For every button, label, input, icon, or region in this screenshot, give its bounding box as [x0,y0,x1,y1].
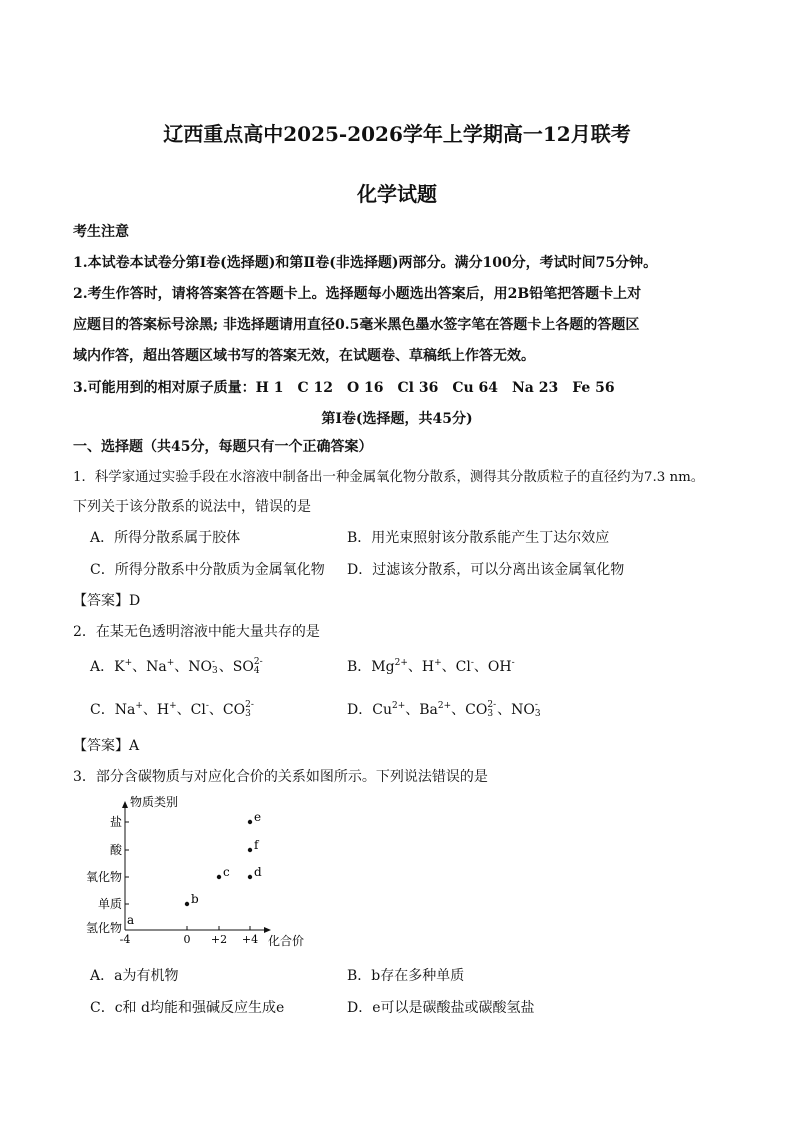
point-label-d: d [254,865,262,879]
point-c [217,875,221,879]
q1-option-d: D．过滤该分散系，可以分离出该金属氧化物 [347,562,625,578]
q3-stem: 3．部分含碳物质与对应化合价的关系如图所示。下列说法错误的是 [73,769,488,785]
x-tick-label: 0 [183,933,191,946]
q2-option-b: B．$Mg^{2+}$、H+、Cl-、OH- [347,658,515,675]
point-label-b: b [191,892,199,906]
q1-option-c: C．所得分散系中分散质为金属氧化物 [90,562,325,578]
point-label-c: c [223,865,230,879]
q1-stem-line2: 下列关于该分散系的说法中，错误的是 [73,499,311,515]
x-axis-title: 化合价 [268,934,305,948]
point-f [248,848,252,852]
y-tick-label: 酸 [109,843,122,857]
part-title: 第Ⅰ卷(选择题，共45分) [321,411,473,427]
x-tick-label: -4 [119,933,131,946]
q1-stem-line1: 1．科学家通过实验手段在水溶液中制备出一种金属氧化物分散系，测得其分散质粒子的直径约为7.3 nm。 [73,470,705,485]
x-tick-label: +4 [241,933,259,946]
y-tick-label: 单质 [97,897,122,911]
notice-item-3: 3.可能用到的相对原子质量：H 1 C 12 O 16 Cl 36 Cu 64 Na 23 Fe 56 [73,380,615,396]
q3-option-c: C．c和 d均能和强碱反应生成e [90,1000,285,1016]
valence-class-chart [70,792,330,954]
point-d [248,875,252,879]
point-label-a: a [127,913,135,927]
y-tick-label: 氢化物 [85,921,122,935]
q1-answer: 【答案】D [73,593,141,609]
q2-option-c: C．Na+、H+、Cl-、CO 2- 3 [90,700,254,719]
point-e [248,820,252,824]
y-axis-title: 物质类别 [130,795,179,809]
notice-item-2-line2: 应题目的答案标号涂黑; 非选择题请用直径0.5毫米黑色墨水签字笔在答题卡上各题的答题区 [73,317,640,333]
notice-heading: 考生注意 [73,224,129,240]
q3-option-d: D．e可以是碳酸盐或碳酸氢盐 [347,1000,535,1016]
x-tick-label: +2 [210,933,228,946]
point-b [185,902,189,906]
y-tick-label: 盐 [109,815,122,829]
q2-stem: 2．在某无色透明溶液中能大量共存的是 [73,624,320,640]
q1-option-a: A．所得分散系属于胶体 [90,530,241,546]
notice-item-2-line3: 域内作答，超出答题区域书写的答案无效，在试题卷、草稿纸上作答无效。 [73,348,535,364]
q2-option-d: D．$Cu^{2+}$、$Ba^{2+}$、CO 2- 3 、NO - 3 [347,700,541,719]
exam-subtitle: 化学试题 [357,182,437,206]
point-label-f: f [254,838,259,852]
q2-option-a: A．K+、Na+、NO - 3 、SO 2- 4 [90,657,263,676]
notice-item-2-line1: 2.考生作答时，请将答案答在答题卡上。选择题每小题选出答案后，用2B铅笔把答题卡上对 [73,286,642,302]
y-tick-label: 氧化物 [85,870,122,884]
point-label-e: e [254,810,262,824]
exam-title: 辽西重点高中2025-2026学年上学期高一12月联考 [163,122,631,146]
q3-option-a: A．a为有机物 [90,968,179,984]
q2-answer: 【答案】A [73,738,140,754]
q3-option-b: B．b存在多种单质 [347,968,465,984]
section-heading: 一、选择题（共45分，每题只有一个正确答案） [73,439,373,455]
notice-item-1: 1.本试卷本试卷分第Ⅰ卷(选择题)和第Ⅱ卷(非选择题)两部分。满分100分，考试时间75分钟。 [73,255,658,271]
q1-option-b: B．用光束照射该分散系能产生丁达尔效应 [347,530,610,546]
